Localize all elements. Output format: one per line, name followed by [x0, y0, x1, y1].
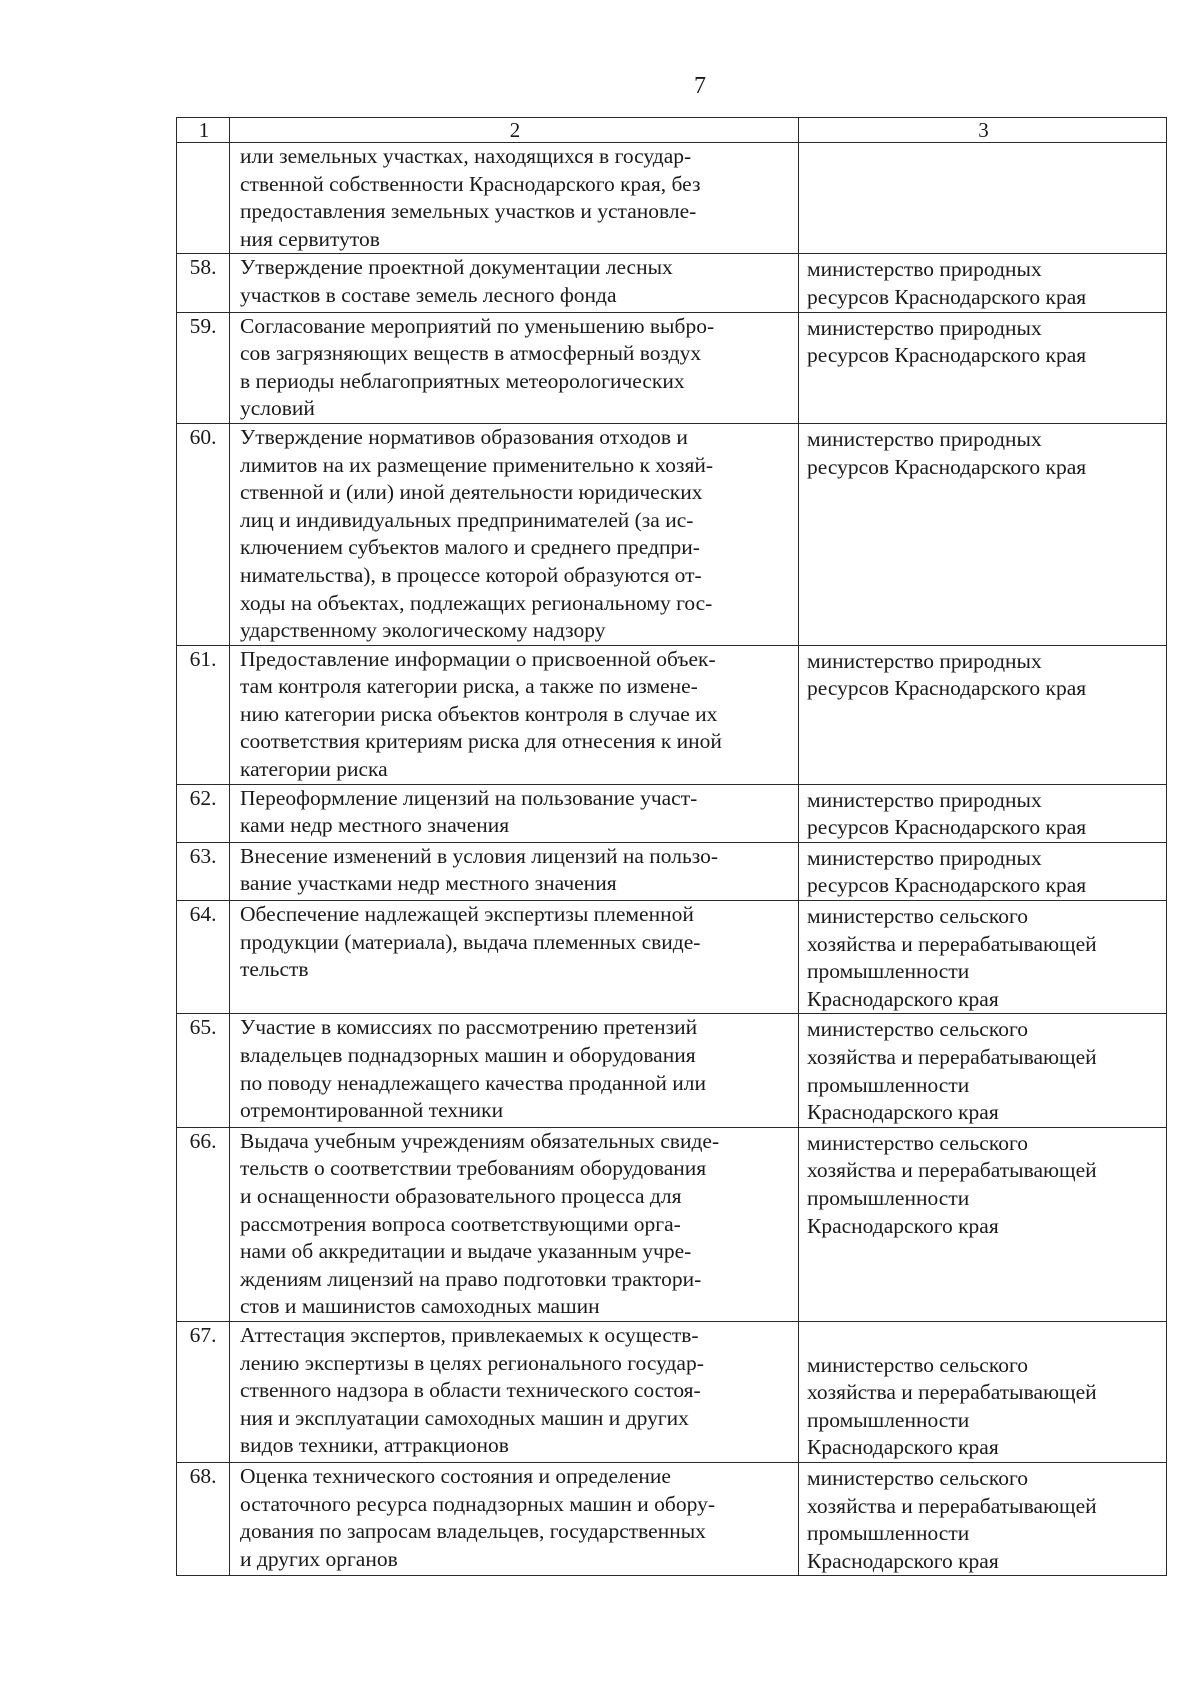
description-line: и других органов	[240, 1546, 398, 1571]
authority-line: ресурсов Краснодарского края	[807, 343, 1087, 368]
authority-line: министерство природных	[807, 257, 1042, 282]
description-line: нию категории риска объектов контроля в случае их	[240, 701, 718, 726]
authority-line: ресурсов Краснодарского края	[807, 873, 1087, 898]
table-row	[177, 784, 1167, 842]
authority-line: Краснодарского края	[807, 1435, 999, 1460]
authority-line: министерство природных	[807, 787, 1042, 812]
table-row	[177, 423, 1167, 645]
authority-line: ресурсов Краснодарского края	[807, 815, 1087, 840]
responsible-authority	[799, 143, 1167, 254]
table-row	[177, 254, 1167, 312]
row-number: 58.	[177, 254, 230, 312]
description-line: сов загрязняющих веществ в атмосферный воздух	[240, 341, 702, 366]
authority-line: промышленности	[807, 1407, 970, 1432]
description-line: лимитов на их размещение применительно к хозяй-	[240, 452, 714, 477]
authority-line: министерство сельского	[807, 904, 1028, 929]
authority-line: хозяйства и перерабатывающей	[807, 931, 1097, 956]
authority-line: промышленности	[807, 1521, 970, 1546]
responsible-authority	[799, 645, 1167, 784]
authority-line: министерство сельского	[807, 1465, 1028, 1490]
description-line: участков в составе земель лесного фонда	[240, 282, 617, 307]
description-line: Аттестация экспертов, привлекаемых к осуществ-	[240, 1322, 699, 1347]
service-description	[230, 1462, 799, 1575]
authority-line: министерство сельского	[807, 1130, 1028, 1155]
description-line: ударственному экологическому надзору	[240, 618, 606, 643]
responsible-authority	[799, 423, 1167, 645]
services-table	[176, 117, 1167, 1576]
description-line: или земельных участках, находящихся в государ-	[240, 144, 692, 168]
header-col-2: 2	[230, 118, 799, 143]
description-line: соответствия критериям риска для отнесения к иной	[240, 729, 722, 754]
service-description	[230, 1014, 799, 1127]
description-line: предоставления земельных участков и установле-	[240, 199, 697, 224]
page-number: 7	[694, 73, 706, 99]
table-row	[177, 645, 1167, 784]
authority-line: министерство природных	[807, 426, 1042, 451]
description-line: Предоставление информации о присвоенной объек-	[240, 646, 716, 671]
description-line: категории риска	[240, 757, 388, 782]
description-line: в периоды неблагоприятных метеорологических	[240, 368, 685, 393]
authority-line: ресурсов Краснодарского края	[807, 284, 1087, 309]
description-line: продукции (материала), выдача племенных свиде-	[240, 929, 701, 954]
authority-line: Краснодарского края	[807, 986, 999, 1011]
row-number: 68.	[177, 1462, 230, 1575]
description-line: ния сервитутов	[240, 226, 380, 251]
service-description	[230, 1321, 799, 1462]
responsible-authority	[799, 842, 1167, 900]
authority-line: министерство природных	[807, 845, 1042, 870]
authority-line: Краснодарского края	[807, 1100, 999, 1125]
authority-line: Краснодарского края	[807, 1548, 999, 1573]
description-line: ния и эксплуатации самоходных машин и других	[240, 1405, 689, 1430]
authority-line: министерство природных	[807, 648, 1042, 673]
description-line: там контроля категории риска, а также по измене-	[240, 674, 698, 699]
authority-line: министерство природных	[807, 315, 1042, 340]
description-line: тельств	[240, 957, 309, 982]
service-description	[230, 784, 799, 842]
service-description	[230, 1127, 799, 1321]
table-row	[177, 1127, 1167, 1321]
description-line: лению экспертизы в целях регионального государ-	[240, 1350, 704, 1375]
authority-line: хозяйства и перерабатывающей	[807, 1045, 1097, 1069]
header-col-3: 3	[799, 118, 1167, 143]
table-row	[177, 1462, 1167, 1575]
service-description	[230, 901, 799, 1014]
authority-line: хозяйства и перерабатывающей	[807, 1493, 1097, 1518]
authority-line: Краснодарского края	[807, 1213, 999, 1238]
authority-line: ресурсов Краснодарского края	[807, 676, 1087, 701]
row-number: 61.	[177, 645, 230, 784]
service-description	[230, 842, 799, 900]
table-row	[177, 1321, 1167, 1462]
description-line: ственной собственности Краснодарского края, без	[240, 171, 701, 196]
description-line: по поводу ненадлежащего качества проданной или	[240, 1070, 706, 1095]
description-line: дования по запросам владельцев, государственных	[240, 1519, 706, 1544]
description-line: Переоформление лицензий на пользование участ-	[240, 785, 698, 810]
description-line: ственного надзора в области технического состоя-	[240, 1378, 701, 1403]
table-row	[177, 842, 1167, 900]
table-row	[177, 143, 1167, 254]
row-number: 67.	[177, 1321, 230, 1462]
description-line: Утверждение нормативов образования отходов и	[240, 424, 688, 449]
service-description	[230, 254, 799, 312]
description-line: отремонтированной техники	[240, 1098, 504, 1123]
description-line: ственной и (или) иной деятельности юридических	[240, 480, 703, 505]
table-row	[177, 1014, 1167, 1127]
authority-line: министерство сельского	[807, 1352, 1028, 1377]
row-number: 59.	[177, 312, 230, 423]
description-line: лиц и индивидуальных предпринимателей (за ис-	[240, 507, 694, 532]
description-line: Участие в комиссиях по рассмотрению претензий	[240, 1015, 698, 1040]
responsible-authority	[799, 254, 1167, 312]
service-description	[230, 423, 799, 645]
service-description	[230, 645, 799, 784]
description-line: и оснащенности образовательного процесса для	[240, 1183, 682, 1208]
responsible-authority	[799, 1321, 1167, 1462]
description-line: Оценка технического состояния и определение	[240, 1463, 671, 1488]
responsible-authority	[799, 1014, 1167, 1127]
responsible-authority	[799, 1462, 1167, 1575]
row-number: 65.	[177, 1014, 230, 1127]
description-line: Внесение изменений в условия лицензий на пользо-	[240, 843, 719, 868]
description-line: Выдача учебным учреждениям обязательных свиде-	[240, 1128, 720, 1153]
description-line: стов и машинистов самоходных машин	[240, 1294, 600, 1319]
responsible-authority	[799, 312, 1167, 423]
table-header-row	[177, 118, 1167, 143]
description-line: нимательства), в процессе которой образуются от-	[240, 562, 702, 587]
description-line: Обеспечение надлежащей экспертизы племенной	[240, 902, 694, 927]
responsible-authority	[799, 784, 1167, 842]
description-line: Утверждение проектной документации лесных	[240, 255, 673, 280]
description-line: владельцев поднадзорных машин и оборудования	[240, 1043, 696, 1067]
description-line: вание участками недр местного значения	[240, 871, 617, 896]
authority-line: промышленности	[807, 959, 970, 984]
description-line: рассмотрения вопроса соответствующими орга-	[240, 1211, 681, 1236]
service-description	[230, 143, 799, 254]
authority-line: промышленности	[807, 1185, 970, 1210]
description-line: тельств о соответствии требованиям оборудования	[240, 1156, 707, 1181]
row-number: 62.	[177, 784, 230, 842]
authority-line: ресурсов Краснодарского края	[807, 454, 1087, 479]
service-description	[230, 312, 799, 423]
description-line: ключением субъектов малого и среднего предпри-	[240, 535, 700, 560]
row-number: 60.	[177, 423, 230, 645]
authority-line: хозяйства и перерабатывающей	[807, 1158, 1097, 1183]
description-line: Согласование мероприятий по уменьшению выбро-	[240, 313, 715, 338]
description-line: ками недр местного значения	[240, 813, 510, 838]
description-line: ждениям лицензий на право подготовки трактори-	[240, 1266, 702, 1291]
row-number: 64.	[177, 901, 230, 1014]
description-line: условий	[240, 396, 315, 421]
authority-line: хозяйства и перерабатывающей	[807, 1380, 1097, 1405]
table-row	[177, 901, 1167, 1014]
description-line: ходы на объектах, подлежащих региональному гос-	[240, 590, 713, 615]
authority-line	[807, 1324, 1160, 1352]
table-row	[177, 312, 1167, 423]
authority-line: министерство сельского	[807, 1017, 1028, 1042]
row-number: 66.	[177, 1127, 230, 1321]
row-number: 63.	[177, 842, 230, 900]
description-line: остаточного ресурса поднадзорных машин и обору-	[240, 1491, 715, 1516]
description-line: видов техники, аттракционов	[240, 1433, 509, 1458]
row-number	[177, 143, 230, 254]
responsible-authority	[799, 901, 1167, 1014]
authority-line: промышленности	[807, 1072, 970, 1097]
header-col-1: 1	[177, 118, 230, 143]
description-line: нами об аккредитации и выдаче указанным учре-	[240, 1239, 692, 1264]
responsible-authority	[799, 1127, 1167, 1321]
